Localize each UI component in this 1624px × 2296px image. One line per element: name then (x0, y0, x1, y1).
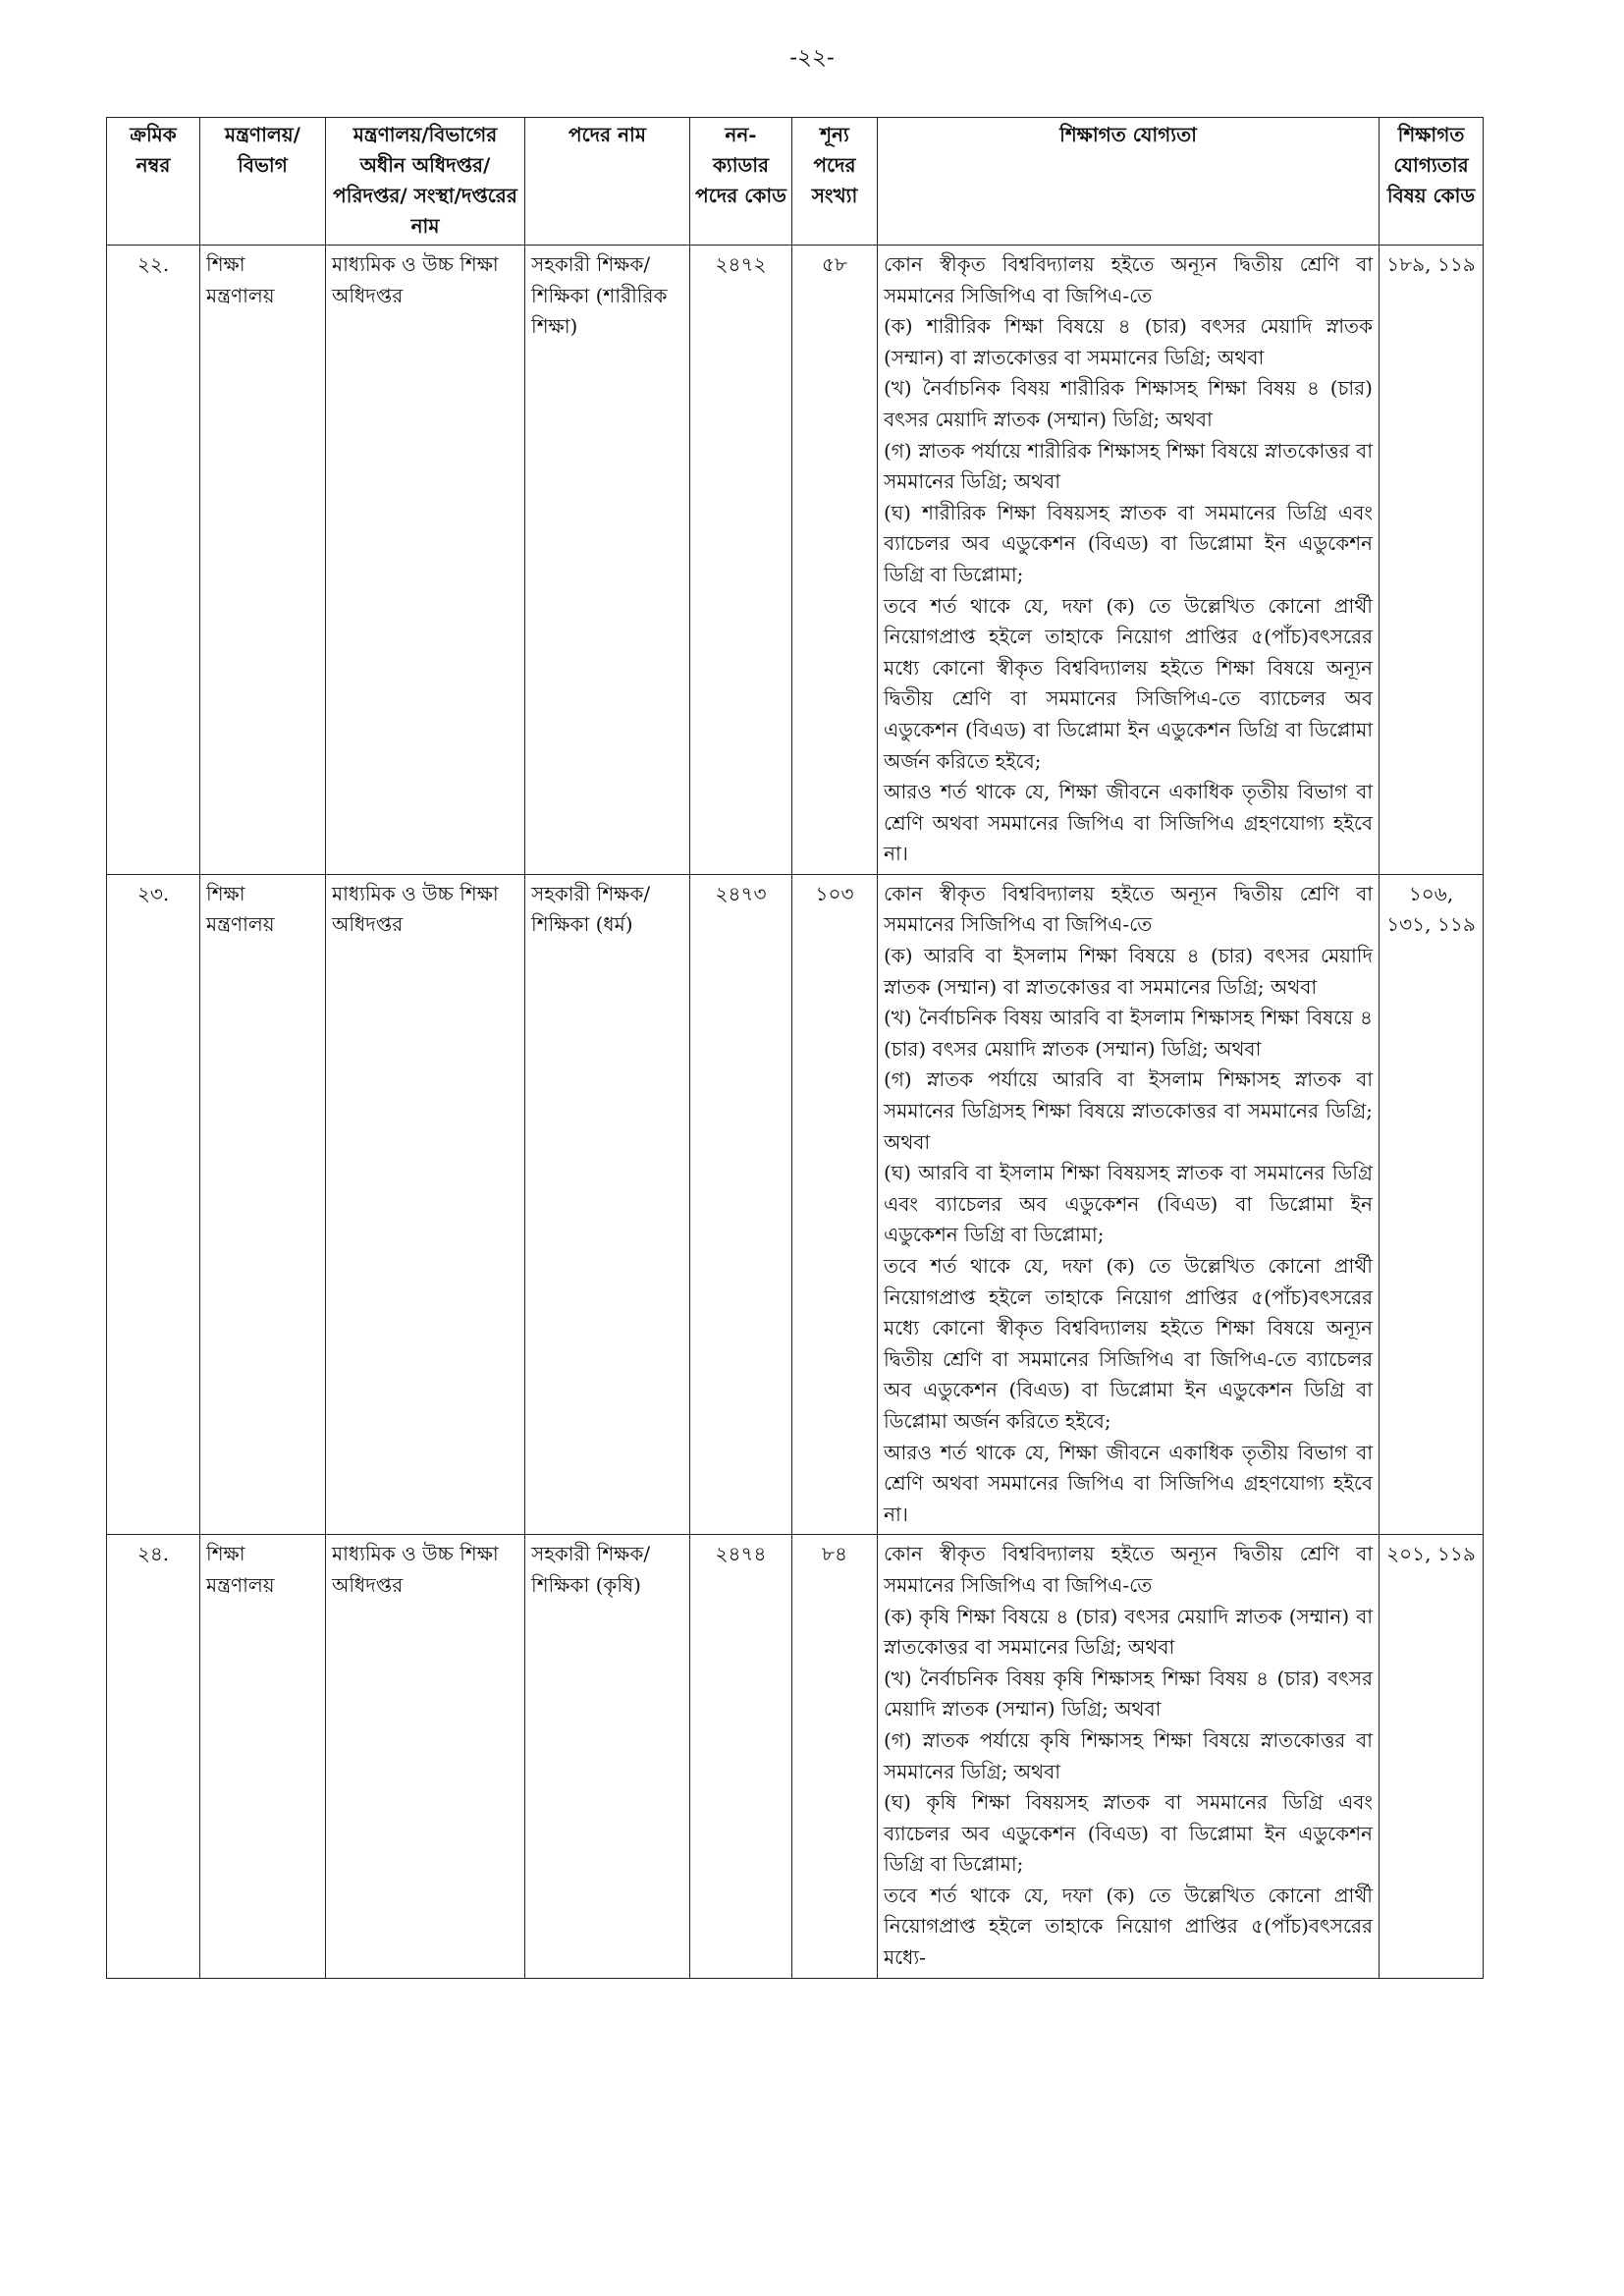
qualification-line: কোন স্বীকৃত বিশ্ববিদ্যালয় হইতে অন্যূন দ্বিতীয় শ্রেণি বা সমমানের সিজিপিএ বা জিপিএ-তে (884, 881, 1373, 937)
row-ministry: শিক্ষা মন্ত্রণালয় (200, 246, 326, 875)
qualification-line: (ক) আরবি বা ইসলাম শিক্ষা বিষয়ে ৪ (চার) বৎসর মেয়াদি স্নাতক (সম্মান) বা স্নাতকোত্তর বা সমমানের ডিগ্রি; অথবা (884, 944, 1373, 999)
qualification-line: (গ) স্নাতক পর্যায়ে আরবি বা ইসলাম শিক্ষাসহ স্নাতক বা সমমানের ডিগ্রিসহ শিক্ষা বিষয়ে স্নাতকোত্তর বা সমমানের ডিগ্রি; অথবা (884, 1067, 1373, 1154)
row-subject-code: ২০১, ১১৯ (1380, 1535, 1484, 1978)
row-directorate: মাধ্যমিক ও উচ্চ শিক্ষা অধিদপ্তর (326, 1535, 525, 1978)
row-ministry: শিক্ষা মন্ত্রণালয় (200, 1535, 326, 1978)
qualification-line: (গ) স্নাতক পর্যায়ে শারীরিক শিক্ষাসহ শিক্ষা বিষয়ে স্নাতকোত্তর বা সমমানের ডিগ্রি; অথবা (884, 438, 1373, 494)
header-serial: ক্রমিক নম্বর (107, 118, 200, 246)
row-ministry: শিক্ষা মন্ত্রণালয় (200, 874, 326, 1534)
row-post-name: সহকারী শিক্ষক/ শিক্ষিকা (শারীরিক শিক্ষা) (525, 246, 690, 875)
header-subject-code: শিক্ষাগত যোগ্যতার বিষয় কোড (1380, 118, 1484, 246)
page-number: -২২- (789, 45, 835, 71)
row-serial: ২৪. (107, 1535, 200, 1978)
qualification-line: (ঘ) কৃষি শিক্ষা বিষয়সহ স্নাতক বা সমমানের ডিগ্রি এবং ব্যাচেলর অব এডুকেশন (বিএড) বা ডিপ্লোমা ইন এডুকেশন ডিগ্রি বা ডিপ্লোমা; (884, 1790, 1373, 1877)
header-ministry: মন্ত্রণালয়/ বিভাগ (200, 118, 326, 246)
header-post-name: পদের নাম (525, 118, 690, 246)
qualification-line: তবে শর্ত থাকে যে, দফা (ক) তে উল্লেখিত কোনো প্রার্থী নিয়োগপ্রাপ্ত হইলে তাহাকে নিয়োগ প্রাপ্তির ৫(পাঁচ)বৎসরের মধ্যে কোনো স্বীকৃত বিশ্ববিদ্যালয় হইতে শিক্ষা বিষয়ে অন্যূন দ্বিতীয় শ্রেণি বা সমমানের সিজিপিএ-তে ব্যাচেলর অব এডুকেশন (বিএড) বা ডিপ্লোমা ইন এডুকেশন ডিগ্রি বা ডিপ্লোমা অর্জন করিতে হইবে; (884, 593, 1373, 773)
qualification-line: তবে শর্ত থাকে যে, দফা (ক) তে উল্লেখিত কোনো প্রার্থী নিয়োগপ্রাপ্ত হইলে তাহাকে নিয়োগ প্রাপ্তির ৫(পাঁচ)বৎসরের মধ্যে কোনো স্বীকৃত বিশ্ববিদ্যালয় হইতে শিক্ষা বিষয়ে অন্যূন দ্বিতীয় শ্রেণি বা সমমানের সিজিপিএ বা জিপিএ-তে ব্যাচেলর অব এডুকেশন (বিএড) বা ডিপ্লোমা ইন এডুকেশন ডিগ্রি বা ডিপ্লোমা অর্জন করিতে হইবে; (884, 1254, 1373, 1433)
row-qualification (878, 874, 1380, 1534)
qualification-line: (ঘ) আরবি বা ইসলাম শিক্ষা বিষয়সহ স্নাতক বা সমমানের ডিগ্রি এবং ব্যাচেলর অব এডুকেশন (বিএড) বা ডিপ্লোমা ইন এডুকেশন ডিগ্রি বা ডিপ্লোমা; (884, 1161, 1374, 1247)
header-non-cadre-code: নন- ক্যাডার পদের কোড (690, 118, 792, 246)
qualification-line: (ক) কৃষি শিক্ষা বিষয়ে ৪ (চার) বৎসর মেয়াদি স্নাতক (সম্মান) বা স্নাতকোত্তর বা সমমানের ডিগ্রি; অথবা (884, 1604, 1373, 1660)
row-non-cadre-code: ২৪৭৪ (690, 1535, 792, 1978)
row-qualification (878, 246, 1380, 875)
row-non-cadre-code: ২৪৭২ (690, 246, 792, 875)
row-post-name: সহকারী শিক্ষক/ শিক্ষিকা (ধর্ম) (525, 874, 690, 1534)
table-row (107, 246, 1484, 875)
qualification-line: (খ) নৈর্বাচনিক বিষয় আরবি বা ইসলাম শিক্ষাসহ শিক্ষা বিষয়ে ৪ (চার) বৎসর মেয়াদি স্নাতক (সম্মান) ডিগ্রি; অথবা (884, 1006, 1373, 1061)
qualification-line: তবে শর্ত থাকে যে, দফা (ক) তে উল্লেখিত কোনো প্রার্থী নিয়োগপ্রাপ্ত হইলে তাহাকে নিয়োগ প্রাপ্তির ৫(পাঁচ)বৎসরের মধ্যে- (884, 1883, 1373, 1970)
header-vacancies: শূন্য পদের সংখ্যা (792, 118, 878, 246)
row-vacancies: ৫৮ (792, 246, 878, 875)
row-subject-code: ১০৬, ১৩১, ১১৯ (1380, 874, 1484, 1534)
qualification-line: (গ) স্নাতক পর্যায়ে কৃষি শিক্ষাসহ শিক্ষা বিষয়ে স্নাতকোত্তর বা সমমানের ডিগ্রি; অথবা (884, 1727, 1373, 1783)
table-header-row (107, 118, 1484, 246)
row-subject-code: ১৮৯, ১১৯ (1380, 246, 1484, 875)
qualification-line: কোন স্বীকৃত বিশ্ববিদ্যালয় হইতে অন্যূন দ্বিতীয় শ্রেণি বা সমমানের সিজিপিএ বা জিপিএ-তে (884, 1542, 1373, 1597)
qualification-line: আরও শর্ত থাকে যে, শিক্ষা জীবনে একাধিক তৃতীয় বিভাগ বা শ্রেণি অথবা সমমানের জিপিএ বা সিজিপিএ গ্রহণযোগ্য হইবে না। (884, 780, 1373, 866)
row-directorate: মাধ্যমিক ও উচ্চ শিক্ষা অধিদপ্তর (326, 874, 525, 1534)
row-vacancies: ১০৩ (792, 874, 878, 1534)
row-post-name: সহকারী শিক্ষক/ শিক্ষিকা (কৃষি) (525, 1535, 690, 1978)
qualification-line: (ঘ) শারীরিক শিক্ষা বিষয়সহ স্নাতক বা সমমানের ডিগ্রি এবং ব্যাচেলর অব এডুকেশন (বিএড) বা ডিপ্লোমা ইন এডুকেশন ডিগ্রি বা ডিপ্লোমা; (884, 500, 1373, 586)
qualification-line: কোন স্বীকৃত বিশ্ববিদ্যালয় হইতে অন্যূন দ্বিতীয় শ্রেণি বা সমমানের সিজিপিএ বা জিপিএ-তে (884, 252, 1373, 307)
row-qualification (878, 1535, 1380, 1978)
table-row (107, 874, 1484, 1534)
qualification-line: (খ) নৈর্বাচনিক বিষয় কৃষি শিক্ষাসহ শিক্ষা বিষয় ৪ (চার) বৎসর মেয়াদি স্নাতক (সম্মান) ডিগ্রি; অথবা (884, 1666, 1373, 1722)
row-serial: ২২. (107, 246, 200, 875)
qualification-line: (খ) নৈর্বাচনিক বিষয় শারীরিক শিক্ষাসহ শিক্ষা বিষয় ৪ (চার) বৎসর মেয়াদি স্নাতক (সম্মান) ডিগ্রি; অথবা (884, 376, 1373, 431)
row-non-cadre-code: ২৪৭৩ (690, 874, 792, 1534)
header-qualification: শিক্ষাগত যোগ্যতা (878, 118, 1380, 246)
table-row (107, 1535, 1484, 1978)
row-directorate: মাধ্যমিক ও উচ্চ শিক্ষা অধিদপ্তর (326, 246, 525, 875)
vacancy-table (106, 117, 1484, 1979)
qualification-line: (ক) শারীরিক শিক্ষা বিষয়ে ৪ (চার) বৎসর মেয়াদি স্নাতক (সম্মান) বা স্নাতকোত্তর বা সমমানের ডিগ্রি; অথবা (884, 314, 1373, 369)
header-directorate: মন্ত্রণালয়/বিভাগের অধীন অধিদপ্তর/ পরিদপ্তর/ সংস্থা/দপ্তরের নাম (326, 118, 525, 246)
row-serial: ২৩. (107, 874, 200, 1534)
row-vacancies: ৮৪ (792, 1535, 878, 1978)
qualification-line: আরও শর্ত থাকে যে, শিক্ষা জীবনে একাধিক তৃতীয় বিভাগ বা শ্রেণি অথবা সমমানের জিপিএ বা সিজিপিএ গ্রহণযোগ্য হইবে না। (884, 1440, 1373, 1526)
